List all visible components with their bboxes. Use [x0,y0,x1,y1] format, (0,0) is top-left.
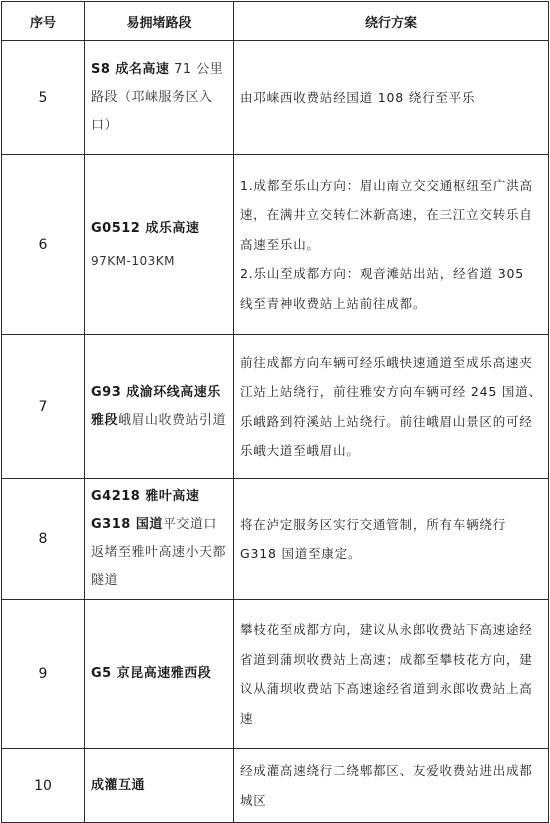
congested-section [85,479,234,600]
section-detail: 平交道口返堵至雅叶高速小天都隧道 [91,517,227,588]
congested-section [85,335,234,479]
section-detail: 97KM-103KM [91,253,175,268]
header-plan: 绕行方案 [234,2,549,41]
table-row [2,479,549,600]
section-name: G93 成渝环线高速乐雅段 [91,384,221,428]
header-section: 易拥堵路段 [85,2,234,41]
plan-text: 攀枝花至成都方向，建议从永郎收费站下高速途经省道到蒲坝收费站上高速；成都至攀枝花方向，建议从蒲坝收费站下高速途经省道到永郎收费站上高速 [240,622,533,726]
congested-section [85,41,234,155]
plan-text: 经成灌高速绕行二绕郫都区、友爱收费站进出成都城区 [240,763,533,808]
table-row [2,600,549,749]
plan-text: 由邛崃西收费站经国道 108 绕行至平乐 [240,89,476,105]
congested-section [85,600,234,749]
congested-section [85,155,234,335]
table-row [2,41,549,155]
detour-plan [234,41,549,155]
section-name: G4218 雅叶高速 G318 国道 [91,489,200,532]
table-row [2,749,549,823]
section-name: G5 京昆高速雅西段 [91,666,212,681]
detour-plan [234,335,549,479]
row-number: 8 [2,479,85,600]
detour-plan [234,479,549,600]
table-row [2,155,549,335]
detour-plan [234,749,549,823]
section-detail: 峨眉山收费站引道 [118,412,227,428]
header-row [2,2,549,41]
row-number: 7 [2,335,85,479]
row-number: 10 [2,749,85,823]
row-number: 6 [2,155,85,335]
plan-text: 1.成都至乐山方向：眉山南立交交通枢纽至广洪高速，在满井立交转仁沐新高速，在三江立交转乐自高速至乐山。 [240,177,533,252]
detour-plan [234,600,549,749]
congested-section [85,749,234,823]
section-detail: 71 公里路段（邛崃服务区入口） [91,61,224,133]
header-no: 序号 [2,2,85,41]
plan-text: 将在泸定服务区实行交通管制，所有车辆绕行 G318 国道至康定。 [240,516,507,561]
detour-table [1,1,549,823]
plan-text: 前往成都方向车辆可经乐峨快速通道至成乐高速夹江站上站绕行，前往雅安方向车辆可经 245 国道、乐峨路到符溪站上站绕行。前往峨眉山景区的可经乐峨大道至峨眉山。 [240,354,542,458]
plan-text: 2.乐山至成都方向：观音滩站出站，经省道 305 线至青神收费站上站前往成都。 [240,266,524,311]
table-row [2,335,549,479]
row-number: 9 [2,600,85,749]
section-name: G0512 成乐高速 [91,220,200,236]
section-name: S8 成名高速 [91,61,170,77]
section-name: 成灌互通 [91,777,146,793]
detour-plan [234,155,549,335]
row-number: 5 [2,41,85,155]
